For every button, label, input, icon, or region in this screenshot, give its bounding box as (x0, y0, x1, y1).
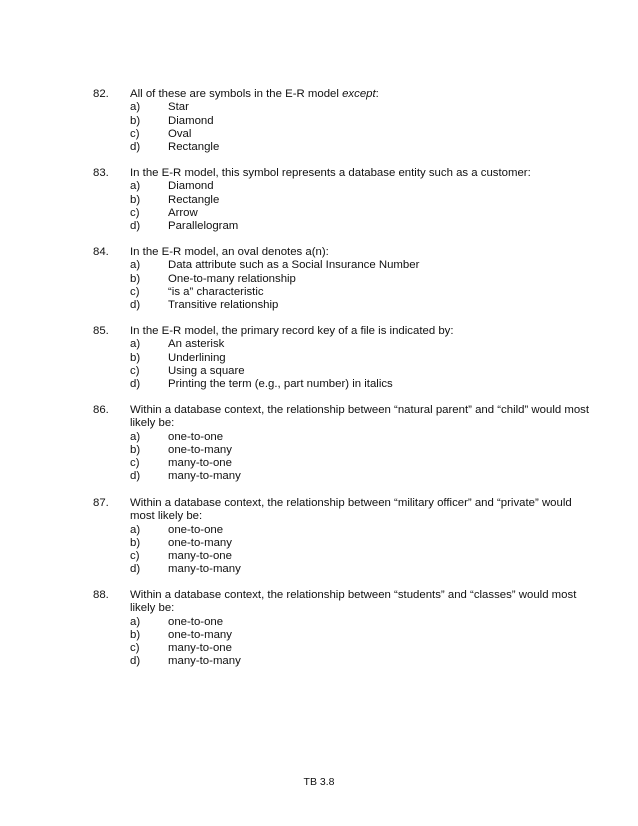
option-text: Rectangle (168, 141, 220, 154)
option-letter: a) (130, 430, 141, 443)
option-list (93, 180, 593, 233)
option-item (93, 352, 593, 365)
option-item (93, 550, 593, 563)
option-item (93, 444, 593, 457)
option-item (93, 101, 593, 114)
option-letter: b) (130, 536, 141, 549)
question-text (130, 88, 593, 101)
option-text: one-to-many (168, 628, 232, 641)
option-text: An asterisk (168, 338, 225, 351)
question-text: Within a database context, the relationship between “military officer” and “private” would most likely be: (130, 497, 572, 523)
question-stem (93, 167, 593, 180)
option-letter: c) (130, 127, 140, 140)
question-87 (93, 497, 593, 577)
option-item (93, 220, 593, 233)
question-text-part: : (375, 88, 379, 100)
option-text: many-to-many (168, 563, 241, 576)
option-item (93, 629, 593, 642)
option-item (93, 378, 593, 391)
option-letter: a) (130, 523, 141, 536)
option-list (93, 338, 593, 391)
question-86 (93, 404, 593, 484)
question-88 (93, 589, 593, 669)
question-stem (93, 497, 593, 524)
option-text: Data attribute such as a Social Insurance Number (168, 259, 420, 272)
option-letter: d) (130, 378, 141, 391)
question-number: 85. (93, 325, 109, 337)
question-text-emphasis: except (342, 88, 376, 100)
question-stem (93, 88, 593, 101)
option-letter: a) (130, 259, 141, 272)
option-letter: c) (130, 364, 140, 377)
question-number: 82. (93, 88, 109, 100)
option-letter: b) (130, 443, 141, 456)
option-list (93, 524, 593, 577)
question-number: 86. (93, 404, 109, 416)
question-stem (93, 325, 593, 338)
option-item (93, 273, 593, 286)
question-number: 83. (93, 167, 109, 179)
option-item (93, 286, 593, 299)
option-text: Rectangle (168, 193, 220, 206)
option-text: Diamond (168, 114, 214, 127)
option-text: One-to-many relationship (168, 272, 296, 285)
option-item (93, 537, 593, 550)
option-item (93, 141, 593, 154)
option-text: Oval (168, 127, 192, 140)
question-85 (93, 325, 593, 391)
question-stem (93, 246, 593, 259)
question-text: Within a database context, the relationship between “students” and “classes” would most likely be: (130, 589, 577, 615)
option-item (93, 365, 593, 378)
option-item (93, 259, 593, 272)
option-text: one-to-one (168, 615, 224, 628)
option-text: “is a” characteristic (168, 285, 264, 298)
option-text: Star (168, 101, 189, 114)
option-text: many-to-one (168, 550, 232, 563)
question-number: 88. (93, 589, 109, 601)
option-letter: b) (130, 114, 141, 127)
option-letter: c) (130, 642, 140, 655)
question-text: In the E-R model, an oval denotes a(n): (130, 246, 329, 258)
option-letter: c) (130, 206, 140, 219)
option-item (93, 470, 593, 483)
option-letter: b) (130, 628, 141, 641)
option-letter: d) (130, 655, 141, 668)
option-item (93, 524, 593, 537)
option-letter: d) (130, 470, 141, 483)
option-list (93, 431, 593, 484)
option-text: one-to-one (168, 430, 224, 443)
option-letter: a) (130, 101, 141, 114)
question-84 (93, 246, 593, 312)
page-number: TB 3.8 (303, 776, 335, 788)
question-stem (93, 589, 593, 616)
option-item (93, 299, 593, 312)
question-text-part: All of these are symbols in the E-R model (130, 88, 343, 100)
option-text: one-to-many (168, 536, 232, 549)
option-text: one-to-many (168, 443, 232, 456)
option-item (93, 207, 593, 220)
option-item (93, 115, 593, 128)
option-list (93, 616, 593, 669)
option-text: Arrow (168, 206, 198, 219)
question-stem (93, 404, 593, 431)
question-82 (93, 88, 593, 154)
option-letter: d) (130, 299, 141, 312)
option-letter: c) (130, 550, 140, 563)
option-text: Using a square (168, 364, 245, 377)
option-text: many-to-one (168, 642, 232, 655)
option-text: many-to-one (168, 457, 232, 470)
option-list (93, 259, 593, 312)
option-letter: b) (130, 351, 141, 364)
question-83 (93, 167, 593, 233)
question-number: 87. (93, 497, 109, 509)
option-item (93, 431, 593, 444)
option-letter: d) (130, 141, 141, 154)
option-text: Transitive relationship (168, 299, 279, 312)
option-item (93, 616, 593, 629)
option-letter: a) (130, 338, 141, 351)
option-item (93, 338, 593, 351)
question-text: In the E-R model, this symbol represents a database entity such as a customer: (130, 167, 531, 179)
option-text: Underlining (168, 351, 226, 364)
option-letter: d) (130, 563, 141, 576)
option-letter: a) (130, 180, 141, 193)
option-item (93, 128, 593, 141)
option-text: one-to-one (168, 523, 224, 536)
option-letter: b) (130, 272, 141, 285)
option-item (93, 194, 593, 207)
option-item (93, 655, 593, 668)
option-list (93, 101, 593, 154)
option-text: many-to-many (168, 655, 241, 668)
option-letter: c) (130, 457, 140, 470)
option-letter: d) (130, 220, 141, 233)
option-letter: a) (130, 615, 141, 628)
option-text: many-to-many (168, 470, 241, 483)
question-text: In the E-R model, the primary record key of a file is indicated by: (130, 325, 454, 337)
option-letter: c) (130, 285, 140, 298)
question-text: Within a database context, the relationship between “natural parent” and “child” would most likely be: (130, 404, 590, 430)
option-item (93, 180, 593, 193)
option-text: Printing the term (e.g., part number) in italics (168, 378, 393, 391)
option-item (93, 642, 593, 655)
option-text: Diamond (168, 180, 214, 193)
option-item (93, 457, 593, 470)
option-letter: b) (130, 193, 141, 206)
option-item (93, 563, 593, 576)
option-text: Parallelogram (168, 220, 239, 233)
question-number: 84. (93, 246, 109, 258)
